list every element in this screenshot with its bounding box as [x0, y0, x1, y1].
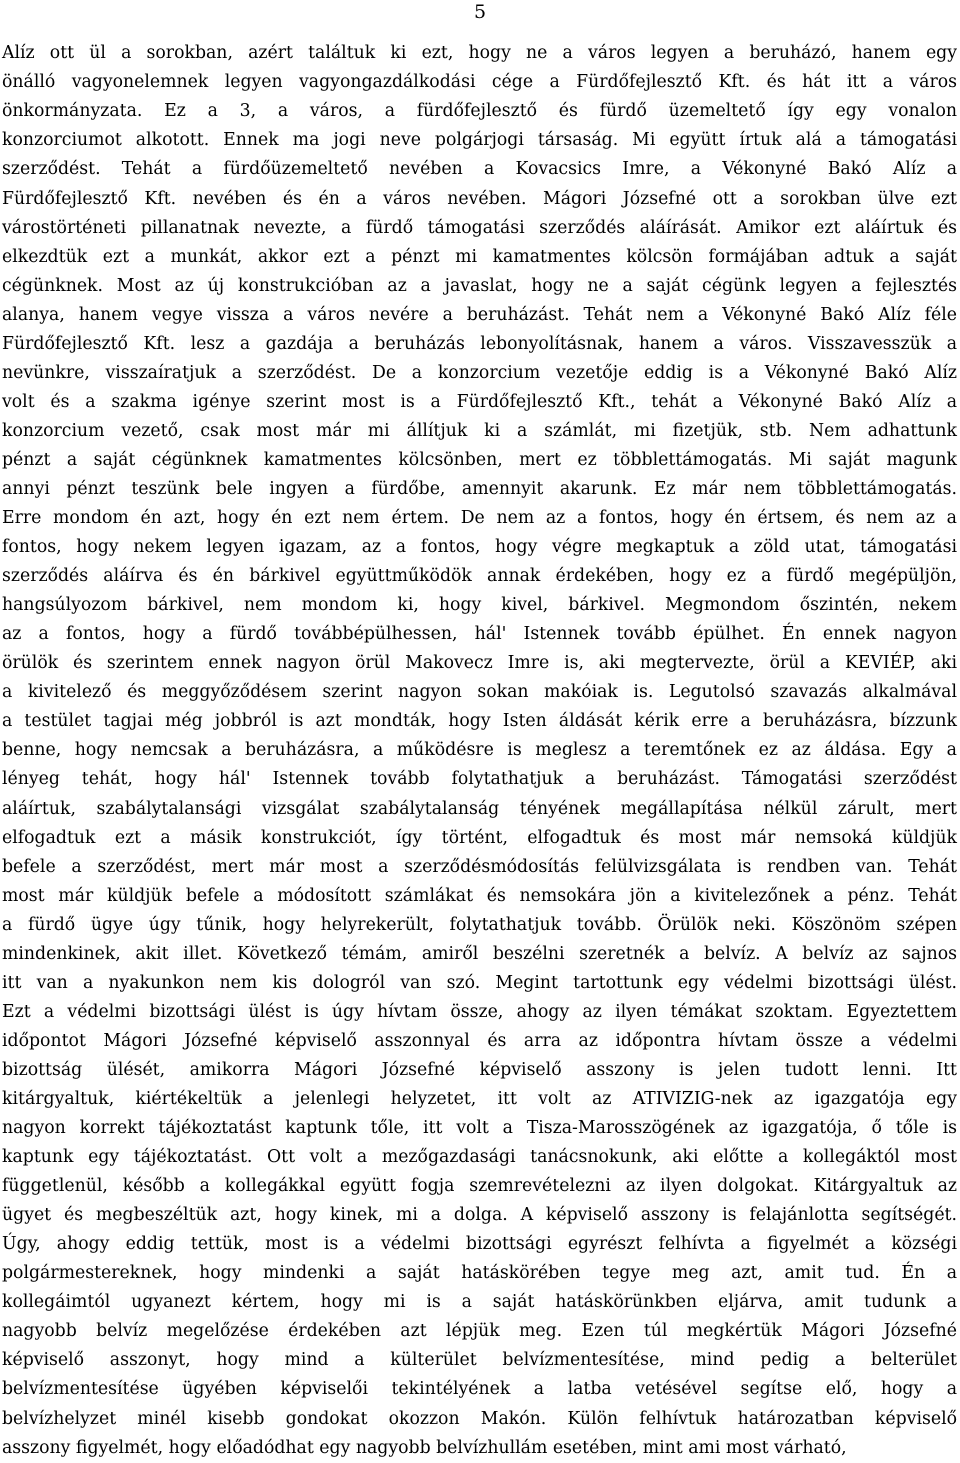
text-line: asszony figyelmét, hogy előadódhat egy nagyobb belvízhullám esetében, mint ami most várható, — [2, 1437, 847, 1458]
text-line: a testület tagjai még jobbról is azt mondták, hogy Isten áldását kérik erre a beruházásra, bízzunk — [2, 711, 957, 732]
text-line: kitárgyaltuk, kiértékeltük a jelenlegi helyzetet, itt volt az ATIVIZIG-nek az igazgatója egy — [2, 1088, 957, 1109]
text-line: a kivitelező és meggyőződésem szerint nagyon sokan makóiak is. Legutolsó szavazás alkalmával — [2, 682, 957, 703]
text-line: önkormányzata. Ez a 3, a város, a fürdőfejlesztő és fürdő üzemeltető így egy vonalon — [2, 101, 957, 122]
page-number: 5 — [474, 1, 487, 23]
text-line: a fürdő ügye úgy tűnik, hogy helyrekerült, folytathatjuk tovább. Örülök neki. Köszönöm szépen — [2, 914, 957, 935]
text-line: szerződés aláírva és én bárkivel együttműködök annak érdekében, hogy ez a fürdő megépüljön, — [2, 566, 957, 587]
text-line: kaptunk egy tájékoztatást. Ott volt a mezőgazdasági tanácsnokunk, aki előtte a kollegáktól most — [2, 1147, 957, 1168]
text-line: benne, hogy nemcsak a beruházásra, a működésre is meglesz a teremtőnek ez az áldása. Egy a — [2, 740, 957, 761]
text-line: belvízhelyzet minél kisebb gondokat okozzon Makón. Külön felhívtuk határozatban képviselő — [2, 1408, 957, 1429]
text-line: aláírtuk, szabálytalansági vizsgálat szabálytalanság tényének megállapítása nélkül zárult, mert — [2, 798, 957, 819]
text-line: fontos, hogy nekem legyen igazam, az a fontos, hogy végre megkaptuk a zöld utat, támogatási — [2, 537, 957, 558]
text-line: bizottság ülését, amikorra Mágori Józsefné képviselő asszony is jelen tudott lenni. Itt — [2, 1059, 957, 1080]
text-line: most már küldjük befele a módosított számlákat és nemsokára jön a kivitelezőnek a pénz. Tehát — [2, 885, 957, 906]
text-line: szerződést. Tehát a fürdőüzemeltető nevében a Kovacsics Imre, a Vékonyné Bakó Alíz a — [2, 159, 957, 180]
text-line: annyi pénzt teszünk bele ingyen a fürdőbe, amennyit akarunk. Ez már nem többlettámogatás. — [2, 479, 957, 499]
text-line: Alíz ott ül a sorokban, azért találtuk ki ezt, hogy ne a város legyen a beruházó, hanem egy — [2, 43, 957, 64]
text-line: elfogadtuk ezt a másik konstrukciót, így történt, elfogadtuk és most már nemsoká küldjük — [2, 827, 957, 848]
text-line: Fürdőfejlesztő Kft. lesz a gazdája a beruházás lebonyolításnak, hanem a város. Visszavesszük a — [2, 333, 957, 354]
text-line: konzorcium vezető, csak most már mi állítjuk ki a számlát, mi fizetjük, stb. Nem adhattunk — [2, 420, 957, 441]
text-line: várostörténeti pillanatnak nevezte, a fürdő támogatási szerződés aláírását. Amikor ezt aláírtuk és — [2, 217, 957, 238]
text-line: itt van a nyakunkon nem kis dologról van szó. Megint tartottunk egy védelmi bizottsági ülést. — [2, 972, 957, 993]
text-line: befele a szerződést, mert már most a szerződésmódosítás felülvizsgálata is rendben van. Tehát — [2, 856, 957, 877]
text-line: örülök és szerintem ennek nagyon örül Makovecz Imre is, aki megtervezte, örül a KEVIÉP, aki — [2, 653, 957, 674]
text-line: Fürdőfejlesztő Kft. nevében és én a város nevében. Mágori Józsefné ott a sorokban ülve ezt — [2, 188, 957, 209]
text-line: pénzt a saját cégünknek kamatmentes kölcsönben, mert ez többlettámogatás. Mi saját magunk — [2, 449, 957, 470]
text-line: konzorciumot alkotott. Ennek ma jogi neve polgárjogi társaság. Mi együtt írtuk alá a támogatási — [2, 130, 957, 151]
body-paragraph — [2, 39, 957, 1462]
text-line: ügyet és megbeszéltük azt, hogy kinek, mi a dolga. A képviselő asszony is felajánlotta segítségét. — [2, 1205, 957, 1226]
text-line: önálló vagyonelemnek legyen vagyongazdálkodási cége a Fürdőfejlesztő Kft. és hát itt a város — [2, 72, 957, 93]
text-line: nevünkre, visszaíratjuk a szerződést. De a konzorcium vezetője eddig is a Vékonyné Bakó Alíz — [2, 362, 957, 383]
text-line: volt és a szakma igénye szerint most is a Fürdőfejlesztő Kft., tehát a Vékonyné Bakó Alíz a — [2, 391, 957, 412]
text-line: elkezdtük ezt a munkát, akkor ezt a pénzt mi kamatmentes kölcsön formájában adtuk a saját — [2, 246, 957, 267]
text-line: polgármestereknek, hogy mindenki a saját hatáskörében tegye meg azt, amit tud. Én a — [2, 1263, 957, 1284]
text-line: kollegáimtól ugyanezt kértem, hogy mi is a saját hatáskörünkben eljárva, amit tudunk a — [2, 1292, 957, 1313]
text-line: mindenkinek, akit illet. Következő témám, amiről beszélni szeretnék a belvíz. A belvíz az sajnos — [2, 943, 957, 964]
text-line: függetlenül, később a kollegákkal együtt fogja szemrevételezni az ilyen dolgokat. Kitárgyaltuk az — [2, 1176, 957, 1197]
text-line: lényeg tehát, hogy hál' Istennek tovább folytathatjuk a beruházást. Támogatási szerződést — [2, 769, 957, 790]
text-line: hangsúlyozom bárkivel, nem mondom ki, hogy kivel, bárkivel. Megmondom őszintén, nekem — [2, 595, 957, 616]
text-line: belvízmentesítése ügyében képviselői tekintélyének a latba vetésével segítse elő, hogy a — [2, 1379, 957, 1400]
text-line: Ezt a védelmi bizottsági ülést is úgy hívtam össze, ahogy az ilyen témákat szoktam. Egyeztettem — [2, 1001, 957, 1022]
text-line: képviselő asszonyt, hogy mind a külterület belvízmentesítése, mind pedig a belterület — [2, 1350, 957, 1371]
text-line: cégünknek. Most az új konstrukcióban az a javaslat, hogy ne a saját cégünk legyen a fejlesztés — [2, 275, 957, 296]
text-line: Úgy, ahogy eddig tettük, most is a védelmi bizottsági egyrészt felhívta a figyelmét a községi — [2, 1234, 957, 1255]
text-line: az a fontos, hogy a fürdő továbbépülhessen, hál' Istennek tovább épülhet. Én ennek nagyon — [2, 624, 957, 645]
text-line: nagyon korrekt tájékoztatást kaptunk tőle, itt volt a Tisza-Marosszögének az igazgatója, ő tőle is — [2, 1118, 957, 1139]
text-line: nagyobb belvíz megelőzése érdekében azt lépjük meg. Ezen túl megkértük Mágori Józsefné — [2, 1321, 957, 1342]
text-line: időpontot Mágori Józsefné képviselő asszonnyal és arra az időpontra hívtam össze a védelmi — [2, 1030, 957, 1051]
text-line: Erre mondom én azt, hogy én ezt nem értem. De nem az a fontos, hogy én értsem, és nem az a — [2, 508, 957, 529]
text-line: alanya, hanem vegye vissza a város nevére a beruházást. Tehát nem a Vékonyné Bakó Alíz féle — [2, 304, 957, 325]
